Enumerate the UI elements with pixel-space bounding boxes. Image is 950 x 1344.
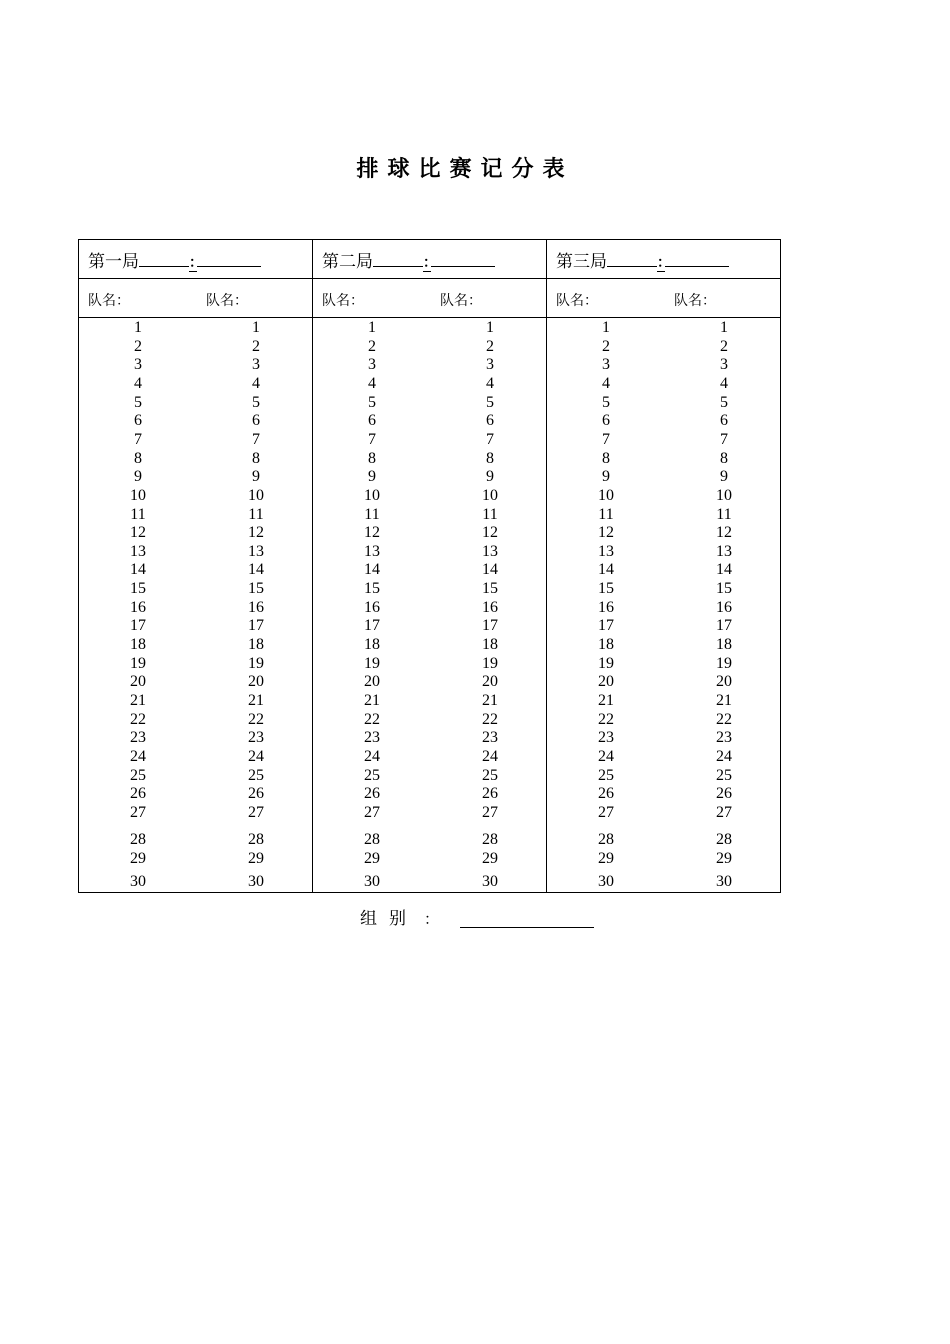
point-number[interactable]: 2 [486, 337, 494, 355]
point-number[interactable]: 13 [482, 542, 498, 560]
point-number[interactable]: 16 [248, 598, 264, 616]
point-number[interactable]: 15 [482, 580, 498, 598]
point-number[interactable]: 12 [482, 524, 498, 542]
point-number[interactable]: 4 [134, 374, 142, 392]
point-number[interactable]: 3 [602, 356, 610, 374]
point-number[interactable]: 17 [482, 617, 498, 635]
point-number[interactable]: 2 [368, 337, 376, 355]
point-number[interactable]: 2 [602, 337, 610, 355]
point-number[interactable]: 5 [252, 393, 260, 411]
point-number[interactable]: 15 [130, 580, 146, 598]
point-number[interactable]: 28 [716, 831, 732, 849]
point-number[interactable]: 6 [720, 412, 728, 430]
point-number[interactable]: 22 [482, 710, 498, 728]
team-name-label: 队名： [556, 293, 598, 309]
game-3-points [547, 318, 781, 893]
point-number[interactable]: 4 [602, 374, 610, 392]
point-number[interactable]: 24 [482, 747, 498, 765]
point-number[interactable]: 14 [364, 561, 380, 579]
point-number[interactable]: 1 [720, 319, 728, 336]
team-name-label: 队名： [88, 293, 130, 309]
point-number[interactable]: 4 [368, 374, 376, 392]
team-name-label: 队名： [206, 293, 248, 309]
point-number[interactable]: 5 [486, 393, 494, 411]
point-number[interactable]: 19 [130, 654, 146, 672]
point-number[interactable]: 12 [248, 524, 264, 542]
point-number[interactable]: 1 [486, 319, 494, 336]
point-number[interactable]: 1 [252, 319, 260, 336]
point-number[interactable]: 24 [364, 747, 380, 765]
point-number[interactable]: 18 [598, 636, 614, 654]
team-name-label: 队名： [322, 293, 364, 309]
point-number[interactable]: 3 [134, 356, 142, 374]
point-number[interactable]: 12 [716, 524, 732, 542]
point-number[interactable]: 23 [130, 729, 146, 747]
point-number[interactable]: 17 [248, 617, 264, 635]
point-number[interactable]: 27 [130, 803, 146, 821]
point-number[interactable]: 27 [248, 803, 264, 821]
point-number[interactable]: 30 [248, 872, 264, 890]
point-number[interactable]: 20 [482, 673, 498, 691]
point-number[interactable]: 19 [364, 654, 380, 672]
group-label: 组别 [360, 909, 418, 929]
point-number[interactable]: 20 [364, 673, 380, 691]
point-number[interactable]: 7 [368, 430, 376, 448]
game-2-header [313, 240, 547, 279]
score-table [78, 239, 781, 893]
point-number[interactable]: 11 [598, 505, 614, 523]
score-colon: ： [189, 254, 203, 271]
point-number[interactable]: 29 [716, 849, 732, 867]
point-number[interactable]: 9 [134, 468, 142, 486]
point-number[interactable]: 23 [598, 729, 614, 747]
point-number[interactable]: 26 [716, 785, 732, 803]
point-number[interactable]: 29 [598, 849, 614, 867]
point-number[interactable]: 8 [720, 449, 728, 467]
point-number[interactable]: 10 [364, 486, 380, 504]
game-label: 第三局 [556, 251, 607, 272]
point-number[interactable]: 6 [368, 412, 376, 430]
point-number[interactable]: 7 [720, 430, 728, 448]
point-number[interactable]: 26 [248, 785, 264, 803]
point-number[interactable]: 21 [248, 692, 264, 709]
point-number[interactable]: 27 [482, 803, 498, 821]
group-colon: ： [424, 910, 440, 928]
point-number[interactable]: 18 [364, 636, 380, 654]
point-number[interactable]: 20 [598, 673, 614, 691]
point-number[interactable]: 13 [598, 542, 614, 560]
score-colon: ： [657, 254, 671, 271]
point-number[interactable]: 14 [248, 561, 264, 579]
point-number[interactable]: 22 [598, 710, 614, 728]
point-number[interactable]: 6 [252, 412, 260, 430]
point-number[interactable]: 5 [602, 393, 610, 411]
point-number[interactable]: 15 [598, 580, 614, 598]
point-number[interactable]: 16 [482, 598, 498, 616]
point-number[interactable]: 23 [364, 729, 380, 747]
game-3-header [547, 240, 781, 279]
points-row [79, 318, 781, 893]
point-number[interactable]: 28 [598, 831, 614, 849]
point-number[interactable]: 16 [130, 598, 146, 616]
point-number[interactable]: 4 [486, 374, 494, 392]
point-number[interactable]: 22 [130, 710, 146, 728]
point-number[interactable]: 1 [602, 319, 610, 336]
point-number[interactable]: 20 [716, 673, 732, 691]
point-number[interactable]: 15 [716, 580, 732, 598]
point-number[interactable]: 6 [602, 412, 610, 430]
point-number[interactable]: 19 [716, 654, 732, 672]
point-number[interactable]: 28 [130, 831, 146, 849]
point-number[interactable]: 9 [252, 468, 260, 486]
point-number[interactable]: 16 [716, 598, 732, 616]
point-number[interactable]: 28 [482, 831, 498, 849]
point-number[interactable]: 7 [252, 430, 260, 448]
point-number[interactable]: 10 [716, 486, 732, 504]
score-colon: ： [423, 254, 437, 271]
point-number[interactable]: 22 [716, 710, 732, 728]
point-number[interactable]: 26 [598, 785, 614, 803]
point-number[interactable]: 11 [716, 505, 732, 523]
score-blank[interactable] [431, 251, 495, 267]
point-number[interactable]: 25 [364, 766, 380, 784]
point-number[interactable]: 25 [482, 766, 498, 784]
point-number[interactable]: 18 [716, 636, 732, 654]
point-number[interactable]: 9 [602, 468, 610, 486]
point-number[interactable]: 11 [130, 505, 146, 523]
game-1-teams [79, 279, 313, 318]
point-number[interactable]: 10 [248, 486, 264, 504]
score-blank[interactable] [607, 251, 657, 267]
point-number[interactable]: 10 [598, 486, 614, 504]
point-number[interactable]: 15 [248, 580, 264, 598]
point-number[interactable]: 17 [716, 617, 732, 635]
point-number[interactable]: 24 [130, 747, 146, 765]
point-number[interactable]: 29 [130, 849, 146, 867]
point-number[interactable]: 26 [364, 785, 380, 803]
point-number[interactable]: 24 [716, 747, 732, 765]
point-number[interactable]: 15 [364, 580, 380, 598]
game-3-teams [547, 279, 781, 318]
point-number[interactable]: 27 [364, 803, 380, 821]
point-number[interactable]: 25 [716, 766, 732, 784]
point-number[interactable]: 4 [252, 374, 260, 392]
point-number[interactable]: 9 [720, 468, 728, 486]
point-number[interactable]: 18 [248, 636, 264, 654]
point-number[interactable]: 7 [486, 430, 494, 448]
point-number[interactable]: 21 [716, 692, 732, 709]
point-number[interactable]: 17 [364, 617, 380, 635]
point-number[interactable]: 30 [482, 872, 498, 890]
point-number[interactable]: 23 [716, 729, 732, 747]
point-number[interactable]: 1 [368, 319, 376, 336]
point-number[interactable]: 25 [248, 766, 264, 784]
point-number[interactable]: 18 [482, 636, 498, 654]
point-number[interactable]: 29 [248, 849, 264, 867]
game-1-points [79, 318, 313, 893]
point-number[interactable]: 2 [252, 337, 260, 355]
game-label: 第一局 [88, 251, 139, 272]
point-number[interactable]: 10 [130, 486, 146, 504]
point-number[interactable]: 8 [134, 449, 142, 467]
point-number[interactable]: 3 [486, 356, 494, 374]
score-blank[interactable] [373, 251, 423, 267]
point-number[interactable]: 17 [598, 617, 614, 635]
point-number[interactable]: 30 [130, 872, 146, 890]
point-number[interactable]: 13 [364, 542, 380, 560]
point-number[interactable]: 5 [134, 393, 142, 411]
point-number[interactable]: 28 [364, 831, 380, 849]
point-number[interactable]: 9 [368, 468, 376, 486]
point-number[interactable]: 21 [482, 692, 498, 709]
point-number[interactable]: 25 [598, 766, 614, 784]
point-number[interactable]: 6 [486, 412, 494, 430]
point-number[interactable]: 8 [368, 449, 376, 467]
point-number[interactable]: 4 [720, 374, 728, 392]
point-number[interactable]: 17 [130, 617, 146, 635]
point-number[interactable]: 27 [716, 803, 732, 821]
group-field [360, 906, 439, 932]
score-blank[interactable] [665, 251, 729, 267]
point-number[interactable]: 1 [134, 319, 142, 336]
game-label: 第二局 [322, 251, 373, 272]
point-number[interactable]: 19 [482, 654, 498, 672]
point-number[interactable]: 19 [248, 654, 264, 672]
point-number[interactable]: 22 [364, 710, 380, 728]
point-number[interactable]: 5 [720, 393, 728, 411]
point-number[interactable]: 28 [248, 831, 264, 849]
point-number[interactable]: 3 [368, 356, 376, 374]
point-number[interactable]: 24 [248, 747, 264, 765]
point-number[interactable]: 27 [598, 803, 614, 821]
point-number[interactable]: 22 [248, 710, 264, 728]
game-2-teams [313, 279, 547, 318]
point-number[interactable]: 13 [130, 542, 146, 560]
point-number[interactable]: 14 [598, 561, 614, 579]
point-number[interactable]: 21 [130, 692, 146, 709]
team-name-label: 队名： [440, 293, 482, 309]
point-number[interactable]: 16 [598, 598, 614, 616]
point-number[interactable]: 12 [364, 524, 380, 542]
point-number[interactable]: 8 [602, 449, 610, 467]
point-number[interactable]: 13 [248, 542, 264, 560]
point-number[interactable]: 3 [720, 356, 728, 374]
group-blank[interactable] [460, 926, 594, 928]
point-number[interactable]: 20 [130, 673, 146, 691]
point-number[interactable]: 26 [130, 785, 146, 803]
point-number[interactable]: 14 [482, 561, 498, 579]
point-number[interactable]: 30 [598, 872, 614, 890]
point-number[interactable]: 20 [248, 673, 264, 691]
point-number[interactable]: 7 [602, 430, 610, 448]
point-number[interactable]: 23 [248, 729, 264, 747]
point-number[interactable]: 11 [364, 505, 380, 523]
score-blank[interactable] [139, 251, 189, 267]
point-number[interactable]: 12 [598, 524, 614, 542]
point-number[interactable]: 21 [364, 692, 380, 709]
point-number[interactable]: 10 [482, 486, 498, 504]
point-number[interactable]: 8 [486, 449, 494, 467]
point-number[interactable]: 30 [716, 872, 732, 890]
team-name-label: 队名： [674, 293, 716, 309]
point-number[interactable]: 23 [482, 729, 498, 747]
point-number[interactable]: 25 [130, 766, 146, 784]
team-name-row [79, 279, 781, 318]
point-number[interactable]: 19 [598, 654, 614, 672]
point-number[interactable]: 2 [134, 337, 142, 355]
point-number[interactable]: 18 [130, 636, 146, 654]
point-number[interactable]: 26 [482, 785, 498, 803]
point-number[interactable]: 16 [364, 598, 380, 616]
point-number[interactable]: 13 [716, 542, 732, 560]
point-number[interactable]: 21 [598, 692, 614, 709]
game-2-points [313, 318, 547, 893]
point-number[interactable]: 30 [364, 872, 380, 890]
point-number[interactable]: 6 [134, 412, 142, 430]
page-title: 排球比赛记分表 [356, 157, 574, 182]
game-1-header [79, 240, 313, 279]
score-blank[interactable] [197, 251, 261, 267]
point-number[interactable]: 3 [252, 356, 260, 374]
point-number[interactable]: 29 [482, 849, 498, 867]
point-number[interactable]: 7 [134, 430, 142, 448]
point-number[interactable]: 9 [486, 468, 494, 486]
point-number[interactable]: 2 [720, 337, 728, 355]
point-number[interactable]: 5 [368, 393, 376, 411]
point-number[interactable]: 29 [364, 849, 380, 867]
point-number[interactable]: 14 [716, 561, 732, 579]
point-number[interactable]: 11 [482, 505, 498, 523]
point-number[interactable]: 11 [248, 505, 264, 523]
point-number[interactable]: 24 [598, 747, 614, 765]
point-number[interactable]: 12 [130, 524, 146, 542]
game-header-row [79, 240, 781, 279]
point-number[interactable]: 14 [130, 561, 146, 579]
point-number[interactable]: 8 [252, 449, 260, 467]
